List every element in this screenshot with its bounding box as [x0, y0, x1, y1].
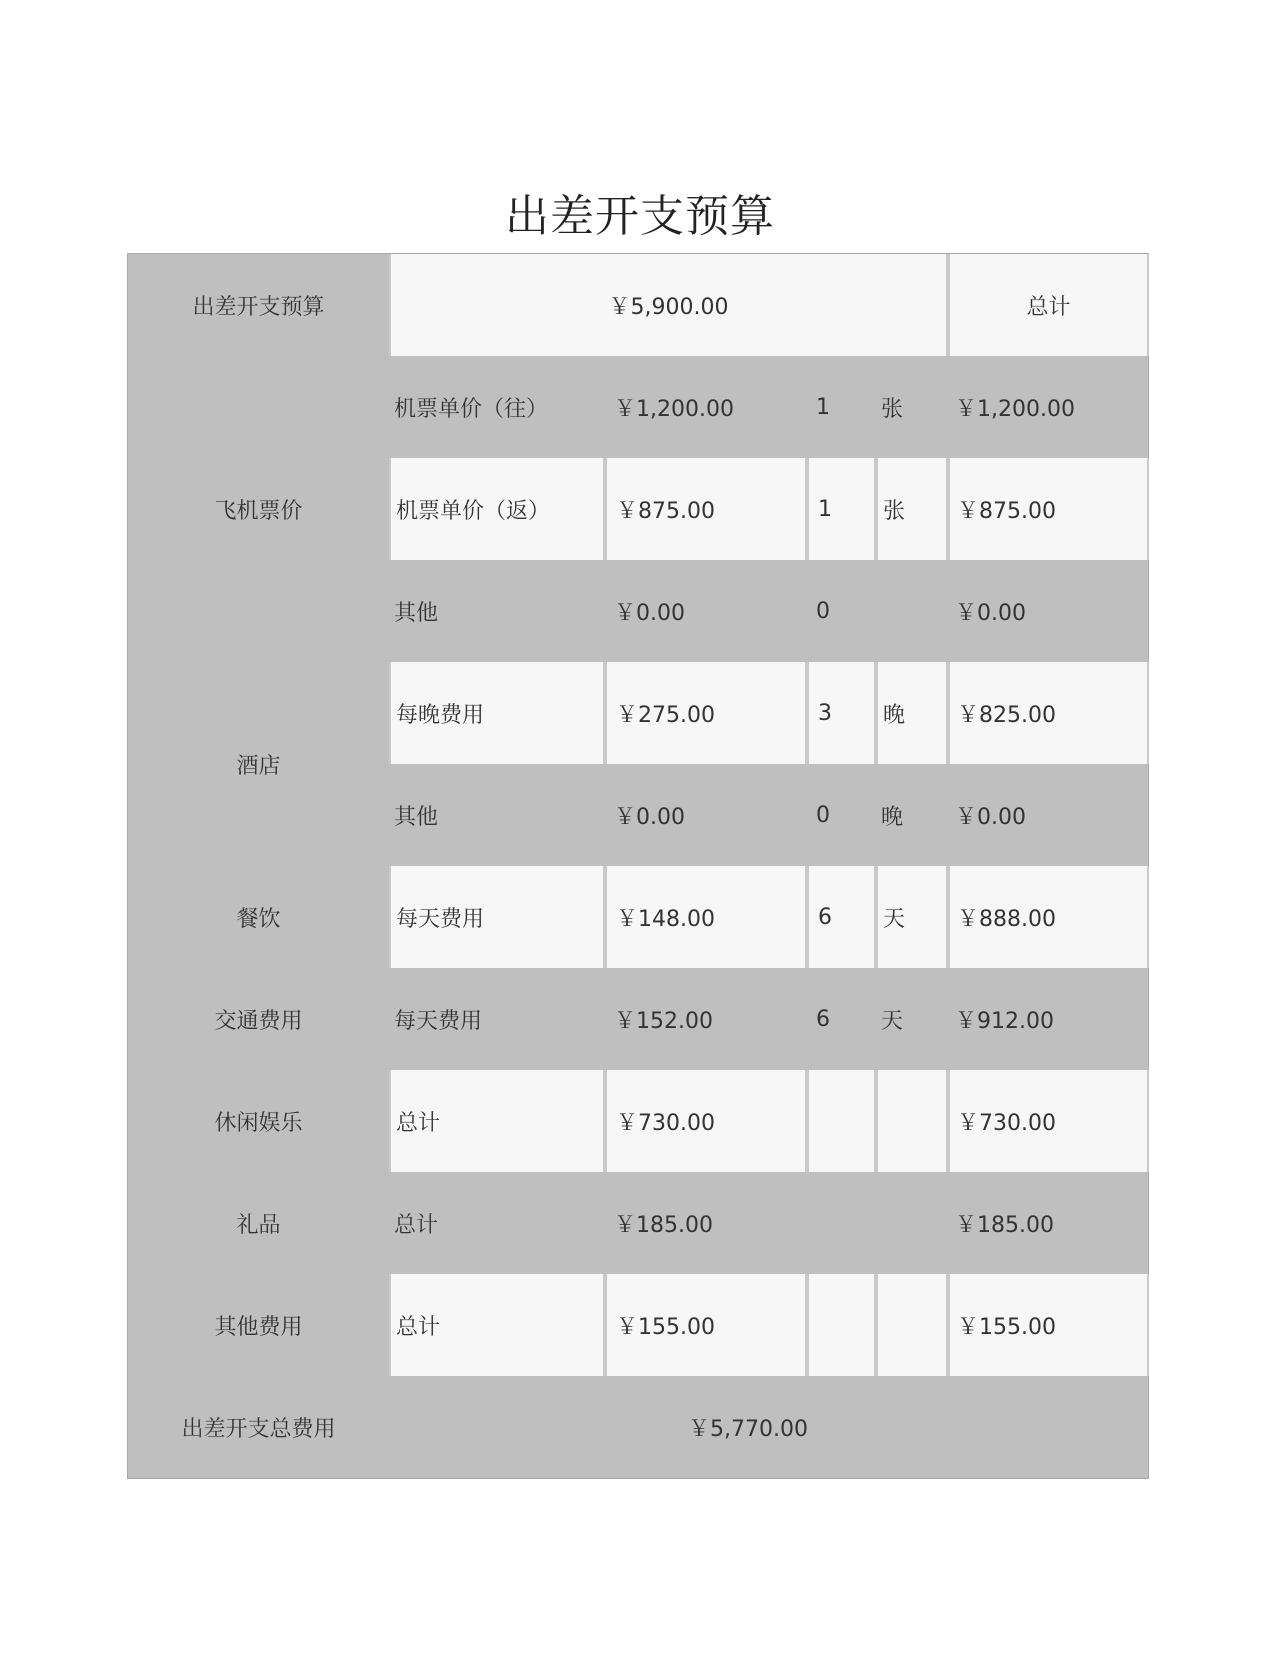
- price-cell: ￥155.00: [605, 1274, 807, 1376]
- total-cell: ￥185.00: [955, 1212, 1054, 1238]
- price-cell: ￥185.00: [614, 1212, 713, 1238]
- unit-cell: 天: [876, 866, 948, 968]
- total-cell: ￥0.00: [955, 600, 1026, 626]
- quantity-cell: 1: [807, 458, 876, 560]
- budget-amount: ￥5,900.00: [389, 254, 948, 356]
- unit-cell: 张: [881, 396, 904, 422]
- budget-label: 出差开支预算: [192, 294, 325, 320]
- budget-table: [127, 253, 1149, 1479]
- unit-cell: 晚: [881, 804, 904, 830]
- category-hotel: 酒店: [236, 753, 281, 779]
- item-cell: 其他: [394, 600, 439, 626]
- item-cell: 每天费用: [389, 866, 605, 968]
- category-cell: 餐饮: [236, 906, 281, 932]
- quantity-cell: 0: [816, 598, 830, 624]
- price-cell: ￥152.00: [614, 1008, 713, 1034]
- total-cell: ￥875.00: [948, 458, 1149, 560]
- category-flight: 飞机票价: [214, 498, 303, 524]
- price-cell: ￥1,200.00: [614, 396, 734, 422]
- total-cell: ￥155.00: [948, 1274, 1149, 1376]
- footer-total: ￥5,770.00: [688, 1416, 808, 1442]
- category-cell: 交通费用: [214, 1008, 303, 1034]
- quantity-cell: [807, 1172, 876, 1274]
- total-cell: ￥912.00: [955, 1008, 1054, 1034]
- unit-cell: 晚: [876, 662, 948, 764]
- item-cell: 其他: [394, 804, 439, 830]
- quantity-cell: 0: [816, 802, 830, 828]
- unit-cell: 张: [876, 458, 948, 560]
- total-cell: ￥1,200.00: [955, 396, 1075, 422]
- quantity-cell: 6: [807, 866, 876, 968]
- item-cell: 机票单价（返）: [389, 458, 605, 560]
- item-cell: 每晚费用: [389, 662, 605, 764]
- category-cell: 休闲娱乐: [214, 1110, 303, 1136]
- quantity-cell: 6: [816, 1006, 830, 1032]
- category-cell: 其他费用: [214, 1314, 303, 1340]
- price-cell: ￥275.00: [605, 662, 807, 764]
- unit-cell: [876, 1172, 948, 1274]
- footer-label: 出差开支总费用: [181, 1416, 336, 1442]
- price-cell: ￥875.00: [605, 458, 807, 560]
- unit-cell: 天: [881, 1008, 904, 1034]
- total-cell: ￥888.00: [948, 866, 1149, 968]
- price-cell: ￥0.00: [614, 804, 685, 830]
- unit-cell: [876, 560, 948, 662]
- category-cell: 礼品: [236, 1212, 281, 1238]
- total-cell: ￥825.00: [948, 662, 1149, 764]
- quantity-cell: [807, 1274, 876, 1376]
- price-cell: ￥148.00: [605, 866, 807, 968]
- quantity-cell: 1: [816, 394, 830, 420]
- item-cell: 总计: [394, 1212, 439, 1238]
- price-cell: ￥0.00: [614, 600, 685, 626]
- item-cell: 每天费用: [394, 1008, 483, 1034]
- price-cell: ￥730.00: [605, 1070, 807, 1172]
- unit-cell: [876, 1274, 948, 1376]
- total-cell: ￥730.00: [948, 1070, 1149, 1172]
- quantity-cell: 3: [807, 662, 876, 764]
- total-cell: ￥0.00: [955, 804, 1026, 830]
- total-header: 总计: [948, 254, 1149, 356]
- item-cell: 总计: [389, 1070, 605, 1172]
- item-cell: 总计: [389, 1274, 605, 1376]
- item-cell: 机票单价（往）: [394, 396, 549, 422]
- unit-cell: [876, 1070, 948, 1172]
- quantity-cell: [807, 1070, 876, 1172]
- page-title: 出差开支预算: [505, 191, 775, 242]
